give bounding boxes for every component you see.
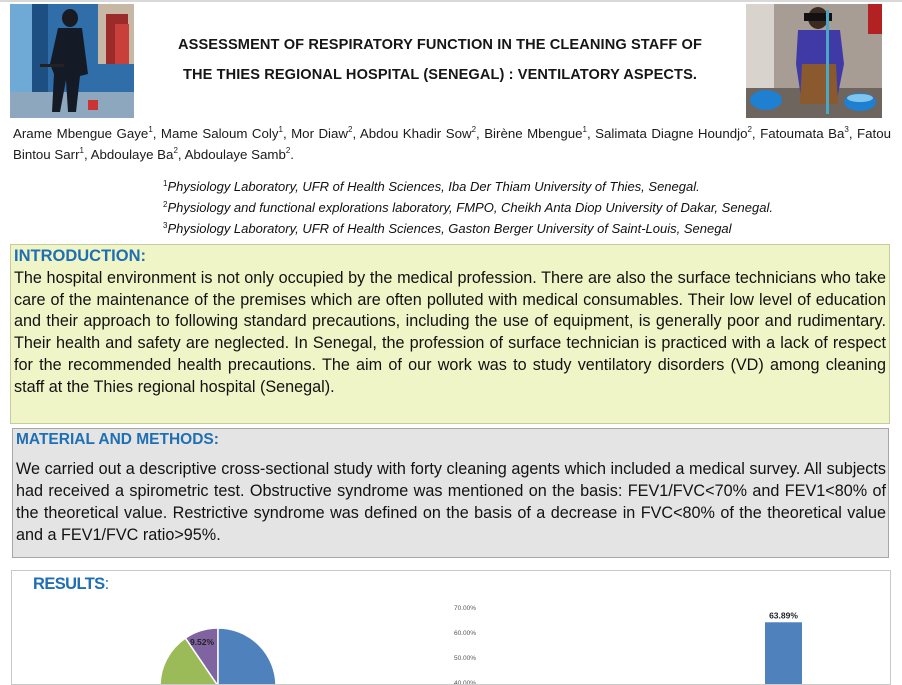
pie-slice <box>218 628 276 684</box>
y-tick-label: 40.00% <box>453 680 476 684</box>
author: Abdoulaye Samb$^2$ <box>184 146 291 162</box>
author-list: Arame Mbengue Gaye$^1$, Mame Saloum Coly$^1$, Mor Diaw$^2$, Abdou Khadir Sow$^2$, Birène Mbengue$^1$, Salimata Diagne Houndjo$^2$, Fatoumata Ba$^3$, Fatou Bintou Sarr$^1$, Abdoulaye Ba$^2$, Abdoulaye Samb$^2$. <box>13 125 891 162</box>
worker-with-mop-photo <box>746 4 882 118</box>
bar-data-label: 63.89% <box>769 610 798 621</box>
author: Abdou Khadir Sow$^2$ <box>359 125 477 141</box>
y-tick-label: 70.00% <box>453 605 476 612</box>
author: Arame Mbengue Gaye$^1$ <box>13 125 153 141</box>
methods-heading: MATERIAL AND METHODS: <box>16 431 219 448</box>
pie-slice-label: 9.52% <box>189 637 215 647</box>
introduction-section <box>10 244 890 424</box>
results-charts <box>12 571 890 684</box>
introduction-text: The hospital environment is not only occupied by the medical profession. There are also the surface technicians who take care of the maintenance of the premises which are often polluted with medical consumables. Their low level of education and their approach to following standard precautions, including the use of equipment, is generally poor and rudimentary. Their health and safety are neglected. In Senegal, the profession of surface technician is practiced with a lack of respect for the recommended health precautions. The aim of our work was to study ventilatory disorders (VD) among cleaning staff at the Thies regional hospital (Senegal). <box>14 269 886 396</box>
poster-title <box>140 30 740 90</box>
title-line-1: ASSESSMENT OF RESPIRATORY FUNCTION IN THE CLEANING STAFF OF <box>178 37 702 53</box>
y-tick-label: 60.00% <box>453 630 476 637</box>
author: Salimata Diagne Houndjo$^2$ <box>595 125 752 141</box>
affiliation-list <box>163 176 893 239</box>
title-line-2: THE THIES REGIONAL HOSPITAL (SENEGAL) : VENTILATORY ASPECTS. <box>182 67 698 83</box>
methods-section <box>12 428 889 558</box>
cleaning-staff-corridor-photo <box>10 4 134 118</box>
affiliation: $^3$Physiology Laboratory, UFR of Health Sciences, Gaston Berger University of Saint-Louis, Senegal <box>163 221 732 236</box>
y-tick-label: 50.00% <box>453 655 476 662</box>
author: Mame Saloum Coly$^1$ <box>160 125 283 141</box>
bar <box>765 622 802 684</box>
author: Fatou Bintou Sarr$^1$ <box>13 126 891 162</box>
author: Abdoulaye Ba$^2$ <box>90 146 178 162</box>
author: Fatoumata Ba$^3$ <box>760 125 849 141</box>
author: Birène Mbengue$^1$ <box>484 125 587 141</box>
top-rule <box>0 0 902 2</box>
results-heading: RESULTS: <box>33 575 109 593</box>
affiliation: $^2$Physiology and functional explorations laboratory, FMPO, Cheikh Anta Diop University of Dakar, Senegal. <box>163 200 773 215</box>
author: Mor Diaw$^2$ <box>291 125 353 141</box>
affiliation: $^1$Physiology Laboratory, UFR of Health Sciences, Iba Der Thiam University of Thies, Senegal. <box>163 179 700 194</box>
methods-text: We carried out a descriptive cross-sectional study with forty cleaning agents which included a medical survey. All subjects had received a spirometric test. Obstructive syndrome was mentioned on the basis: FEV1/FVC<70% and FEV1<80% of the theoretical value. Restrictive syndrome was defined on the basis of a decrease in FVC<80% of the theoretical value and a FEV1/FVC ratio>95%. <box>16 460 886 544</box>
introduction-heading: INTRODUCTION: <box>14 247 146 265</box>
results-section <box>11 570 891 685</box>
